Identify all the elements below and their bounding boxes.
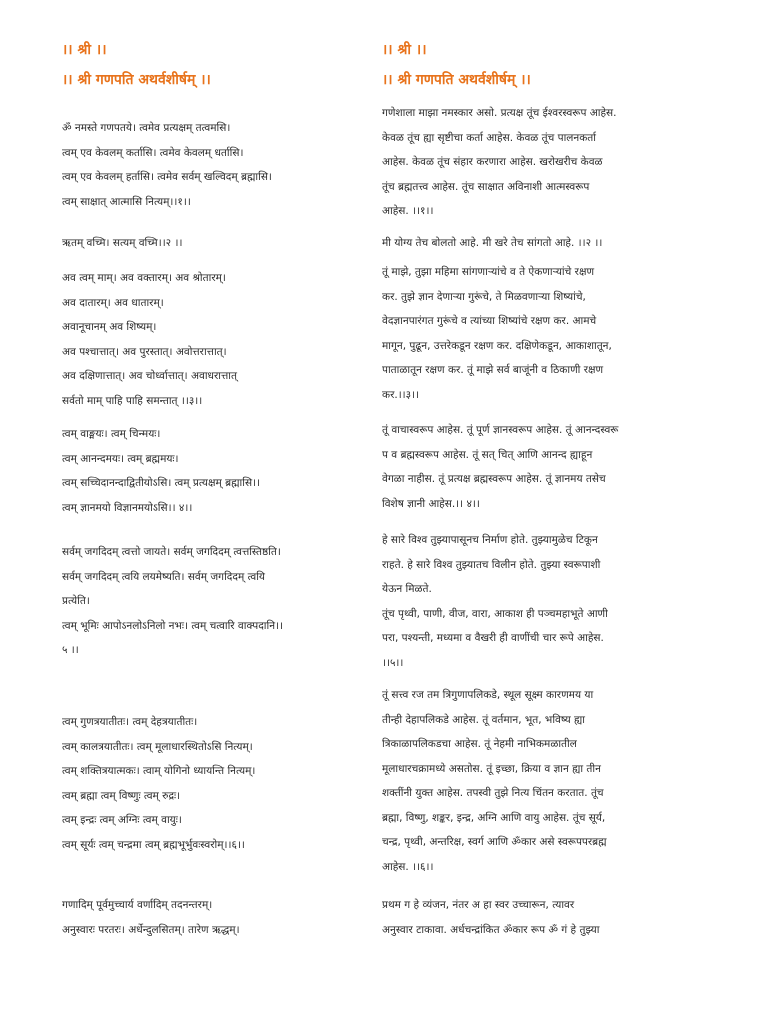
right-verse-line: येऊन मिळते.	[382, 583, 432, 595]
right-verse-line: कर.।।३।।	[382, 388, 420, 401]
left-verse-line: त्वम् वाङ्मयः। त्वम् चिन्मयः।	[62, 428, 161, 440]
left-verse-line: अव त्वम् माम्। अव वक्तारम्। अव श्रोतारम्।	[62, 272, 226, 284]
left-verse-line: ऋतम् वच्मि। सत्यम् वच्मि।।२ ।।	[62, 237, 183, 249]
left-verse-line: त्वम् एव केवलम् कर्तासि। त्वमेव केवलम् धर्तासि।	[62, 146, 244, 159]
right-verse-line: गणेशाला माझा नमस्कार असो. प्रत्यक्ष तूंच ईश्वरस्वरूप आहेस.	[382, 107, 617, 119]
left-verse-1	[62, 116, 272, 214]
right-verse-2	[382, 231, 602, 256]
right-verse-line: चन्द्र, पृथ्वी, अन्तरिक्ष, स्वर्ग आणि ॐकार असे स्वरूपपरब्रह्म	[382, 836, 607, 848]
left-verse-line: सर्वम् जगदिदम् त्वयि लयमेष्यति। सर्वम् जगदिदम् त्वयि	[62, 570, 266, 583]
left-verse-line: त्वम् आनन्दमयः। त्वम् ब्रह्ममयः।	[62, 452, 179, 465]
left-verse-line: ॐ नमस्ते गणपतये। त्वमेव प्रत्यक्षम् तत्वमसि।	[62, 122, 231, 134]
left-verse-line: त्वम् भूमिः आपोऽनलोऽनिलो नभः। त्वम् चत्वारि वाक्पदानि।।	[62, 619, 284, 632]
left-verse-line: त्वम् सूर्यः त्वम् चन्द्रमा त्वम् ब्रह्मभूर्भुवःस्वरोम्।।६।।	[62, 838, 245, 851]
left-verse-2	[62, 231, 182, 256]
left-title-shri: ।। श्री ।।	[62, 42, 107, 58]
right-verse-line: राहते. हे सारे विश्व तुझ्यातच विलीन होते. तुझ्या स्वरूपाशी	[382, 558, 601, 571]
left-verse-line: त्वम् एव केवलम् हर्तासि। त्वमेव सर्वम् खल्विदम् ब्रह्मासि।	[62, 171, 272, 183]
right-verse-line: हे सारे विश्व तुझ्यापासूनच निर्माण होते. तुझ्यामुळेच टिकून	[382, 534, 598, 546]
right-title-shri: ।। श्री ।।	[382, 42, 427, 58]
right-verse-line: केवळ तूंच ह्या सृष्टीचा कर्ता आहेस. केवळ तूंच पालनकर्ता	[382, 131, 596, 144]
right-verse-line: मूलाधारचक्रामध्ये असतोस. तूं इच्छा, क्रिया व ज्ञान ह्या तीन	[382, 762, 601, 775]
left-verse-3	[62, 266, 237, 413]
left-verse-line: ५ ।।	[62, 644, 79, 656]
left-verse-line: अव दक्षिणात्तात्। अव चोर्ध्वात्तात्। अवाधरात्तात्	[62, 370, 237, 382]
left-verse-line: अनुस्वारः परतरः। अर्धेन्दुलसितम्। तारेण ऋद्धम्।	[62, 923, 240, 936]
left-verse-line: अवानूचानम् अव शिष्यम्।	[62, 321, 157, 333]
right-verse-line: मागून, पुढून, उत्तरेकडून रक्षण कर. दक्षिणेकडून, आकाशातून,	[382, 339, 612, 352]
left-verse-line: सर्वतो माम् पाहि पाहि समन्तात् ।।३।।	[62, 394, 203, 407]
right-verse-line: तूं माझे, तुझा महिमा सांगणाऱ्यांचे व ते ऐकणाऱ्यांचे रक्षण	[382, 266, 595, 278]
right-verse-line: पाताळातून रक्षण कर. तूं माझे सर्व बाजूंनी व ठिकाणी रक्षण	[382, 364, 604, 376]
left-title-main: ।। श्री गणपति अथर्वशीर्षम् ।।	[62, 72, 211, 88]
right-verse-line: त्रिकाळापलिकडचा आहेस. तूं नेहमी नाभिकमळातील	[382, 738, 577, 750]
left-verse-line: त्वम् गुणत्रयातीतः। त्वम् देहत्रयातीतः।	[62, 716, 198, 728]
left-verse-line: त्वम् ब्रह्मा त्वम् विष्णुः त्वम् रुद्रः।	[62, 789, 181, 802]
right-verse-6	[382, 683, 607, 879]
right-verse-line: तूं सत्त्व रज तम त्रिगुणापलिकडे, स्थूल सूक्ष्म कारणमय या	[382, 689, 594, 701]
right-verse-5	[382, 528, 608, 675]
right-verse-line: तूं वाचास्वरूप आहेस. तूं पूर्ण ज्ञानस्वरूप आहेस. तूं आनन्दस्वरू	[382, 424, 619, 436]
left-verse-line: गणादिम् पूर्वमुच्चार्य वर्णादिम् तदनन्तरम्।	[62, 899, 213, 911]
right-verse-line: प व ब्रह्मस्वरूप आहेस. तूं सत् चित् आणि आनन्द ह्याहून	[382, 448, 593, 461]
right-verse-line: अनुस्वार टाकावा. अर्धचन्द्रांकित ॐकार रूप ॐ गं हे तुझ्या	[382, 923, 600, 936]
left-verse-4	[62, 422, 260, 520]
right-verse-3	[382, 260, 612, 407]
right-verse-line: आहेस. ।।६।।	[382, 860, 434, 873]
right-verse-line: तीन्ही देहापलिकडे आहेस. तूं वर्तमान, भूत, भविष्य ह्या	[382, 713, 586, 726]
right-verse-line: शक्तींनी युक्त आहेस. तपस्वी तुझे नित्य चिंतन करतात. तूंच	[382, 787, 604, 799]
right-verse-line: वेगळा नाहीस. तूं प्रत्यक्ष ब्रह्मस्वरूप आहेस. तूं ज्ञानमय तसेच	[382, 473, 606, 485]
left-verse-line: त्वम् साक्षात् आत्मासि नित्यम्।।१।।	[62, 195, 191, 208]
right-verse-line: मी योग्य तेच बोलतो आहे. मी खरे तेच सांगतो आहे. ।।२ ।।	[382, 237, 603, 249]
left-verse-5	[62, 540, 283, 663]
right-verse-line: तूंच ब्रह्मतत्त्व आहेस. तूंच साक्षात अविनाशी आत्मस्वरूप	[382, 180, 590, 193]
left-verse-6	[62, 710, 255, 857]
right-verse-line: आहेस. केवळ तूंच संहार करणारा आहेस. खरोखरीच केवळ	[382, 156, 603, 168]
left-verse-line: प्रत्येति।	[62, 595, 90, 607]
right-verse-line: ।।५।।	[382, 656, 404, 669]
left-verse-7	[62, 893, 240, 942]
left-verse-line: त्वम् शक्तित्रयात्मकः। त्वाम् योगिनो ध्यायन्ति नित्यम्।	[62, 765, 256, 777]
left-verse-line: त्वम् कालत्रयातीतः। त्वम् मूलाधारस्थितोऽसि नित्यम्।	[62, 740, 253, 753]
left-verse-line: त्वम् ज्ञानमयो विज्ञानमयोऽसि।। ४।।	[62, 501, 193, 514]
right-verse-line: विशेष ज्ञानी आहेस.।। ४।।	[382, 497, 480, 510]
left-verse-line: अव पश्चात्तात्। अव पुरस्तात्। अवोत्तरात्तात्।	[62, 345, 227, 358]
right-verse-line: तूंच पृथ्वी, पाणी, वीज, वारा, आकाश ही पञ्चमहाभूते आणी	[382, 607, 608, 620]
right-verse-line: ब्रह्मा, विष्णु, शङ्कर, इन्द्र, अग्नि आणि वायु आहेस. तूंच सूर्य,	[382, 811, 606, 824]
right-verse-7	[382, 893, 599, 942]
left-verse-line: त्वम् सच्चिदानन्दाद्वितीयोऽसि। त्वम् प्रत्यक्षम् ब्रह्मासि।।	[62, 477, 261, 489]
left-verse-line: त्वम् इन्द्रः त्वम् अग्निः त्वम् वायुः।	[62, 814, 182, 826]
left-verse-line: सर्वम् जगदिदम् त्वत्तो जायते। सर्वम् जगदिदम् त्वत्तस्तिष्ठति।	[62, 546, 281, 558]
right-verse-line: परा, पश्यन्ती, मध्यमा व वैखरी ही वाणींची चार रूपे आहेस.	[382, 632, 604, 644]
left-verse-line: अव दातारम्। अव धातारम्।	[62, 296, 164, 309]
right-verse-line: प्रथम ग हे व्यंजन, नंतर अ हा स्वर उच्चारून, त्यावर	[382, 899, 575, 911]
right-verse-line: वेदज्ञानपारंगत गुरूंचे व त्यांच्या शिष्यांचे रक्षण कर. आमचे	[382, 315, 597, 327]
right-verse-line: कर. तुझे ज्ञान देणाऱ्या गुरूंचे, ते मिळवणाऱ्या शिष्यांचे,	[382, 290, 586, 303]
right-title-main: ।। श्री गणपति अथर्वशीर्षम् ।।	[382, 72, 531, 88]
right-verse-1	[382, 101, 617, 224]
right-verse-4	[382, 418, 618, 516]
right-verse-line: आहेस. ।।१।।	[382, 205, 434, 217]
